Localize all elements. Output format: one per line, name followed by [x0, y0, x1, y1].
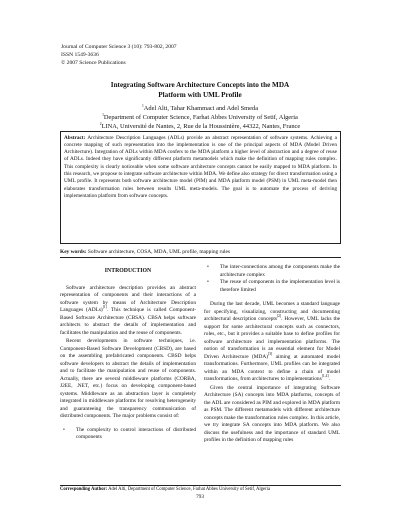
bullet-icon: • [207, 279, 209, 286]
right-column [204, 264, 340, 445]
keywords [60, 249, 341, 256]
intro-paragraph-4: Given the central importance of integrating Software Architecture (SA) concepts into MDA platforms, concepts of the ADL are considered as PIM and explored in MDA platform as PSM. The different metamodels with different architecture concepts make the transformation rules complex. In this article, we try integrate SA concepts into MDA platform. We also discuss the usefulness and the importance of standard UML profiles in the definition of mapping rules [204, 384, 340, 444]
page-number: 793 [195, 494, 205, 500]
citation-ref: [2] [276, 314, 282, 319]
intro-p1-text: Software architecture description provides an abstract representation of components and their interactions of a software system by means of Architecture Description Languages (ADLs) [60, 284, 196, 314]
citation-ref: [3] [268, 351, 273, 356]
keywords-rule [60, 257, 341, 258]
intro-p3-end: . [328, 376, 330, 383]
corr-label: Corresponding Author: [60, 487, 108, 492]
citation-ref: [1,4] [321, 374, 329, 379]
author-sup-1: 1 [141, 103, 144, 108]
list-item [60, 427, 196, 442]
list-item [204, 279, 340, 294]
citation-ref: [1] [102, 305, 107, 310]
bullet-icon: • [207, 264, 209, 270]
keywords-label: Key words: [60, 249, 87, 255]
affiliation-1-line [60, 113, 340, 122]
problem-list-right [204, 264, 340, 294]
affil-sup-2: 2 [99, 121, 102, 126]
list-item-text: The complexity to control interactions of distributed components [76, 426, 196, 441]
intro-paragraph-1 [60, 285, 196, 338]
corresponding-author [60, 487, 341, 493]
left-column [60, 264, 196, 442]
abstract-label: Abstract: [64, 134, 86, 141]
author-names: Adel Alti, Tahar Khammaci and Adel Smeda [143, 105, 259, 112]
journal-copyright: © 2007 Science Publications [61, 60, 126, 66]
journal-citation: Journal of Computer Science 3 (10): 793-802, 2007 [61, 44, 177, 50]
list-item-text: The reuse of components in the implementation level is therefore limited [220, 279, 340, 293]
author-block [60, 104, 340, 131]
intro-p3-text: During the last decade, UML becomes a standard language for specifying, visualizing, constructing and documenting architectural description concepts [204, 301, 340, 323]
problem-list-left [60, 427, 196, 442]
title-line-1: Integrating Software Architecture Concepts into the MDA [110, 81, 290, 89]
journal-issn: ISSN 1549-3636 [61, 52, 99, 58]
affiliation-2: LINA, Université de Nantes, 2, Rue de la Houssinière, 44322, Nantes, France [101, 123, 301, 130]
intro-p3-rest: . However, UML lacks the support for some architectural concepts such as connectors, roles, etc., but it provides a suitable base to define profiles for software architecture and implementation platforms. The notion of transformation is an essential element for Model Driven Architecture (MDA) [204, 316, 340, 360]
bullet-icon: • [63, 426, 65, 433]
list-item-text: The inter-connections among the components make the architecture complex [220, 264, 340, 278]
title-line-2: Platform with UML Profile [158, 91, 242, 99]
intro-paragraph-2: Recent developments in software techniques, i.e. Component-Based Software Development (CBSD), are based on the assembling prefabricated components. CBSD helps software developers to abstract the details of implementation and to facilitate the manipulation and reuse of components. Actually, there are several middleware platforms (CORBA, J2EE, .NET, etc.) focus on developing component-based systems. Middleware as an abstraction layer is completely integrated in middleware platforms for resolving heterogeneity and guaranteeing the transparency communication of distributed components. The major problems consist of: [60, 338, 196, 420]
corr-text: Adel Alti, Department of Computer Science, Farhat Abbes University of Setif, Algeria [107, 487, 271, 492]
keywords-text: Software architecture, COSA, MDA, UML profile, mapping rules [86, 249, 231, 255]
abstract-box [60, 131, 341, 244]
journal-info [61, 43, 177, 67]
list-item [204, 264, 340, 279]
intro-paragraph-3 [204, 301, 340, 384]
paper-title [60, 80, 340, 100]
affil-sup-1: 1 [102, 112, 104, 117]
intro-p3-rest-2: aiming at automated model transformations. Furthermore, UML profiles can be integrated within an MDA context to define a chain of model transformations, from architectures to implementations [204, 353, 340, 383]
footer-rule [60, 485, 341, 486]
author-names-line [60, 104, 340, 113]
affiliation-1: Department of Computer Science, Farhat Abbes University of Setif, Algeria [103, 114, 298, 121]
abstract-text: Architecture Description Languages (ADLs) provide an abstract representation of software systems. Achieving a concrete mapping of such representation into the implementation is one of the principal aspects of MDA (Model Driven Architecture). Integration of ADLs within MDA confers to the MDA platform a higher level of abstraction and a degree of reuse of ADLs. Indeed they have significantly different platform metamodels which make the definition of mapping rules complex. This complexity is clearly noticeable when some software architecture concepts cannot be easily mapped to MDA platform. In this research, we propose to integrate software architecture within MDA. We define also strategy for direct transformation using a UML profile. It represents both software architecture model (PIM) and MDA platform model (PSM) in UML meta-model then elaborates transformation rules between results UML meta-models. The goal is to automate the process of deriving implementation platform from software concepts. [64, 134, 337, 199]
section-heading-introduction: INTRODUCTION [104, 268, 152, 274]
affiliation-2-line [60, 122, 340, 131]
intro-p1-rest: . This technique is called Component-Based Software Architecture (CBSA). CBSA helps software architects to abstract the details of implementation and facilitates the manipulation and the reuse of components. [60, 307, 196, 336]
